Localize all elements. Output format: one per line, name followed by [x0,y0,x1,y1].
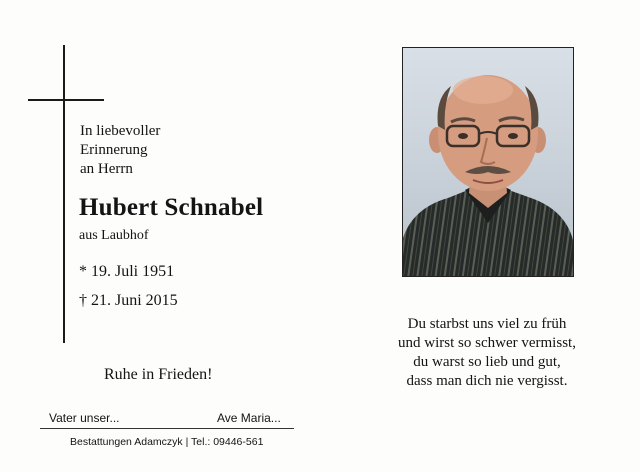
portrait-photo [402,47,574,277]
death-date: † 21. Juni 2015 [79,292,178,309]
divider-line [40,428,294,429]
prayer-our-father: Vater unser... [49,411,120,425]
intro-text [80,122,160,179]
prayer-line-section [40,411,290,429]
birth-date: * 19. Juli 1951 [79,263,175,280]
cross-vertical-bar [63,45,65,343]
intro-line: an Herrn [80,161,133,177]
poem-line: und wirst so schwer vermisst, [398,335,576,351]
intro-line: In liebevoller [80,123,161,139]
prayer-hail-mary: Ave Maria... [217,411,281,425]
deceased-origin: aus Laubhof [79,228,149,243]
poem-verse [357,315,617,391]
poem-line: dass man dich nie vergisst. [406,373,568,389]
cross-horizontal-bar [28,99,104,101]
portrait-illustration [403,48,573,276]
poem-line: Du starbst uns viel zu früh [407,316,567,332]
undertaker-info: Bestattungen Adamczyk | Tel.: 09446-561 [70,436,264,448]
rest-in-peace-text: Ruhe in Frieden! [104,366,213,383]
deceased-name: Hubert Schnabel [79,194,264,221]
intro-line: Erinnerung [80,142,148,158]
poem-line: du warst so lieb und gut, [413,354,561,370]
